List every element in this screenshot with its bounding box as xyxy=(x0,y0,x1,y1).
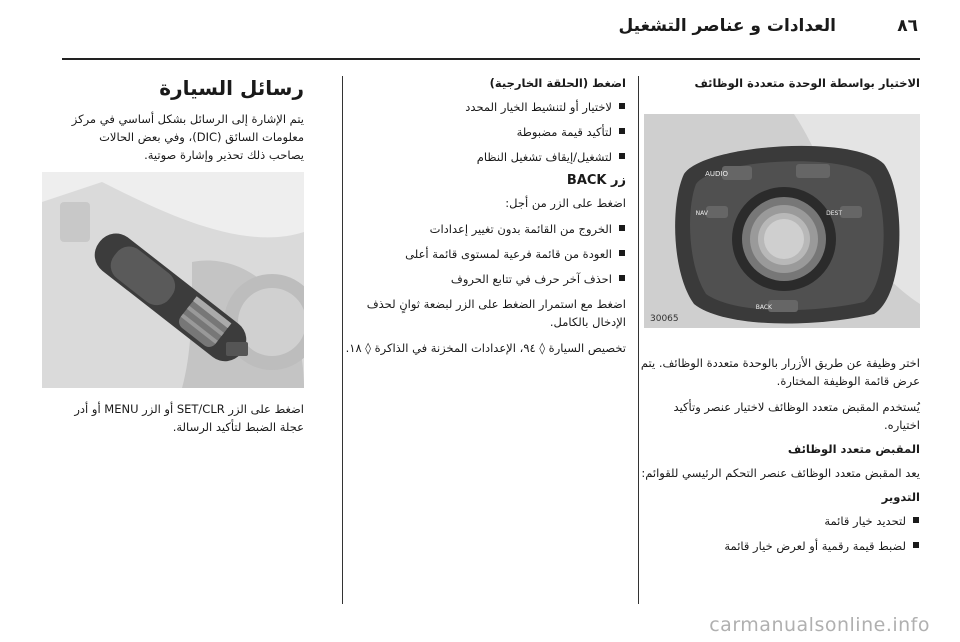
back-bullet-3: احذف آخر حرف في تتابع الحروف xyxy=(340,270,626,288)
knob-description: يعد المقبض متعدد الوظائف عنصر التحكم الرئيسي للقوائم: xyxy=(641,466,920,480)
right-heading: الاختيار بواسطة الوحدة متعددة الوظائف xyxy=(694,76,920,90)
vehicle-messages-heading: رسائل السيارة xyxy=(159,76,304,100)
turn-signal-lever-figure xyxy=(42,172,304,388)
reference-paragraph: تخصيص السيارة ◊ ٩٤، الإعدادات المخزنة في الذاكرة ◊ ١٨. xyxy=(345,341,626,355)
figure-number: 30065 xyxy=(650,314,679,324)
page-footer xyxy=(0,604,960,642)
multifunction-knob-figure xyxy=(644,114,920,328)
back-label: BACK xyxy=(755,304,772,311)
confirm-paragraph: اضغط على الزر SET/CLR أو الزر MENU أو أدر عجلة الضبط لتأكيد الرسالة. xyxy=(74,402,304,434)
rotate-bullet-2: لضبط قيمة رقمية أو لعرض خيار قائمة xyxy=(640,537,920,555)
middle-column xyxy=(340,76,640,604)
multifunction-knob-illustration xyxy=(644,114,920,328)
press-heading: اضغط (الحلقة الخارجية) xyxy=(489,76,626,90)
rotate-label: التدوير xyxy=(881,490,920,504)
delete-paragraph: اضغط مع استمرار الضغط على الزر لبضعة ثوانٍ لحذف الإدخال بالكامل. xyxy=(366,297,626,329)
page-header xyxy=(0,0,960,60)
right-column xyxy=(640,76,920,604)
rotate-bullet-1: لتحديد خيار قائمة xyxy=(640,512,920,530)
press-bullet-1: لاختيار أو لتنشيط الخيار المحدد xyxy=(340,98,626,116)
right-para-1: اختر وظيفة عن طريق الأزرار بالوحدة متعددة الوظائف. يتم عرض قائمة الوظيفة المختارة. xyxy=(640,356,920,388)
section-title: العدادات و عناصر التشغيل xyxy=(618,16,836,36)
nav-label: NAV xyxy=(695,210,708,217)
right-para-2: يُستخدم المقبض متعدد الوظائف لاختيار عنصر وتأكيد اختياره. xyxy=(673,400,920,432)
knob-subheading: المقبض متعدد الوظائف xyxy=(787,442,920,456)
left-column xyxy=(62,76,320,604)
back-bullet-1: الخروج من القائمة بدون تغيير إعدادات xyxy=(340,220,626,238)
press-bullet-3: لتشغيل/إيقاف تشغيل النظام xyxy=(340,148,626,166)
dest-label: DEST xyxy=(826,210,842,217)
watermark: carmanualsonline.info xyxy=(709,614,930,636)
press-bullet-2: لتأكيد قيمة مضبوطة xyxy=(340,123,626,141)
messages-paragraph: يتم الإشارة إلى الرسائل بشكل أساسي في مركز معلومات السائق (DIC)، وفي بعض الحالات يصاحب ذلك تحذير وإشارة صوتية. xyxy=(71,112,304,162)
audio-label: AUDIO xyxy=(705,170,728,178)
header-rule xyxy=(62,58,920,60)
back-key-sub: اضغط على الزر من أجل: xyxy=(505,196,626,210)
page-number: ٨٦ xyxy=(897,16,918,36)
back-bullet-2: العودة من قائمة فرعية لمستوى قائمة أعلى xyxy=(340,245,626,263)
back-key-label: زر BACK xyxy=(566,173,626,188)
lever-illustration xyxy=(42,172,304,388)
